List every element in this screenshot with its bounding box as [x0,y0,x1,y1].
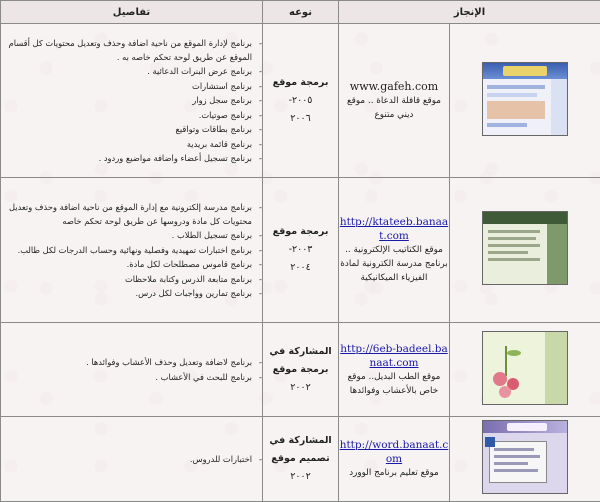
type-year-start: ٢٠٠٥- [263,92,338,110]
site-screenshot-gafeh [482,62,568,136]
list-item: - برنامج مدرسة إلكترونية مع إدارة الموقع من ناحية اضافة وحذف وتعديل محتويات كل مادة ودروسها عن طريق لوحة تحكم خاصه [1,200,252,229]
header-details: تفاصيل [1,1,263,24]
type-label: المشاركة في [263,432,338,450]
work-cell [339,323,450,417]
screenshot-cell [450,178,600,323]
type-cell [263,178,339,323]
type-year-end: ٢٠٠٤ [263,259,338,277]
details-list [1,36,262,166]
list-item: - برنامج صوتيات. [1,108,252,122]
list-item: - برنامج اختبارات تمهيدية وفصلية ونهائية وحساب الدرجات لكل طالب. [1,243,252,257]
site-url-link[interactable]: http://6eb-badeel.banaat.com [339,342,449,370]
work-cell [339,24,450,178]
list-item: - برنامج تمارين وواجبات لكل درس. [1,286,252,300]
site-screenshot-ktateeb [482,211,568,285]
site-url-link[interactable]: http://ktateeb.banaat.com [339,215,449,243]
type-year: ٢٠٠٢ [263,379,338,397]
list-item: - برنامج استشارات [1,79,252,93]
list-item: - برنامج لاضافة وتعديل وحذف الأعشاب وفوائدها . [1,355,252,369]
list-item: - برنامج قائمة بريدية [1,137,252,151]
table-row [1,323,600,417]
type-label-2: تصميم موقع [263,450,338,468]
site-screenshot-6eb-badeel [482,331,568,405]
details-list [1,200,262,301]
table-header-row [1,1,600,24]
details-cell [1,24,263,178]
type-label-2: برمجة موقع [263,361,338,379]
type-label: المشاركة في [263,343,338,361]
list-item: - برنامج متابعة الدرس وكتابة ملاحظات [1,272,252,286]
site-description: موقع تعليم برنامج الوورد [339,466,449,480]
details-cell [1,323,263,417]
screenshot-cell [450,24,600,178]
details-list [1,355,262,384]
list-item: - برنامج للبحث في الأعشاب . [1,370,252,384]
table-row [1,178,600,323]
type-year: ٢٠٠٢ [263,468,338,486]
type-label: برمجة موقع [263,74,338,92]
list-item: - برنامج بطاقات وتواقيع [1,122,252,136]
list-item: - برنامج قاموس مصطلحات لكل مادة. [1,257,252,271]
table-row [1,24,600,178]
type-year-start: ٢٠٠٣- [263,241,338,259]
word-logo-icon [485,437,495,447]
details-cell [1,417,263,502]
type-label: برمجة موقع [263,223,338,241]
work-cell [339,417,450,502]
screenshot-cell [450,417,600,502]
site-url-link[interactable]: http://word.banaat.com [339,438,449,466]
type-cell [263,417,339,502]
details-cell [1,178,263,323]
list-item: - برنامج تسجيل الطلاب . [1,228,252,242]
header-work: الإنجاز [339,1,600,24]
list-item: - برنامج لإدارة الموقع من ناحية اضافة وحذف وتعديل محتويات كل أقسام الموقع عن طريق لوحة تحكم خاصه به . [1,36,252,65]
site-url: www.gafeh.com [339,80,449,94]
list-item: - اختبارات للدروس. [1,452,252,466]
list-item: - برنامج عرض البنرات الدعائية . [1,64,252,78]
site-description: موقع قافلة الدعاة .. موقع ديني متنوع [339,94,449,122]
list-item: - برنامج سجل زوار [1,93,252,107]
header-type: نوعه [263,1,339,24]
type-year-end: ٢٠٠٦ [263,110,338,128]
table-row [1,417,600,502]
site-description: موقع الكتاتيب الإلكترونية .. برنامج مدرسة الكترونية لمادة الفيزياء الميكانيكية [339,243,449,285]
site-description: موقع الطب البديل.. موقع خاص بالأعشاب وفوائدها [339,370,449,398]
list-item: - برنامج تسجيل أعضاء واضافة مواضيع وردود . [1,151,252,165]
type-cell [263,323,339,417]
type-cell [263,24,339,178]
work-cell [339,178,450,323]
site-screenshot-word [482,420,568,494]
screenshot-cell [450,323,600,417]
details-list [1,452,262,466]
